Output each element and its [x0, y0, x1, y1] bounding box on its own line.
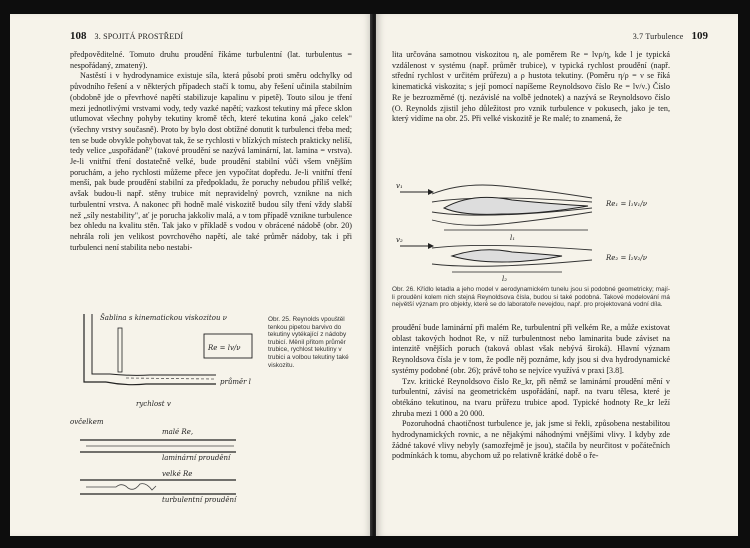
label-large-re: velké Re [162, 470, 193, 478]
right-body-text-top [392, 50, 670, 125]
right-header [633, 30, 708, 42]
label-speed: rychlost v [136, 400, 171, 408]
label-re2: Re₂ = l₂v₂/ν [606, 254, 647, 262]
figure-26-caption: Obr. 26. Křídlo letadla a jeho model v aerodynamickém tunelu jsou si podobné geometricky; mají-li proudění kolem nich stejná Reynoldsova čísla, budou si také podobná. Takové modelování má největší význam pro objekty, které se do laboratoře nevejdou, např. pro projektovaná vodní díla. [392, 286, 670, 309]
figure-26-sketch [392, 164, 692, 282]
label-diameter: průměr l [220, 378, 251, 386]
label-l2: l₂ [502, 275, 508, 282]
left-body-text [70, 50, 352, 253]
label-re1: Re₁ = l₁v₁/ν [606, 200, 647, 208]
figure-25-caption: Obr. 25. Reynolds vpouštěl tenkou pipetou barvivo do tekutiny vytékající z nádoby trubicí. Měnil přitom průměr trubice, rychlost tekutiny v trubici a volbou tekutiny také viskozitu. [268, 316, 349, 369]
label-small-re: malé Re, [162, 428, 194, 436]
label-outlet: ovčelkem [70, 418, 104, 426]
label-laminar: laminární proudění [162, 454, 231, 462]
page-number-right: 109 [691, 30, 708, 42]
label-v1: v₁ [396, 182, 403, 190]
paragraph: Tzv. kritické Reynoldsovo číslo Re_kr, při němž se laminární proudění mění v turbulentní, závisí na geometrickém uspořádání, např. na tvaru tělesa, které je obtékáno tekutinou, na tvaru průřezu trubice apod. Typické hodnoty Re_kr leží zhruba mezi 1 000 a 20 000. [392, 376, 670, 418]
label-turbulent: turbulentní proudění [162, 496, 237, 504]
formula-re: Re = lv/ν [208, 344, 241, 352]
left-header [70, 30, 183, 42]
label-v2: v₂ [396, 236, 403, 244]
paragraph: Nastěstí i v hydrodynamice existuje síla, která působí proti směru odchylky od původního řešení a v některých případech stačí k tomu, aby řešení učinila stabilním (obdobně jde o převrhové napětí stabilizuje kapalinu v pipetě). Touto silou je tření mezi jednotlivými vrstvami vody, tedy vazké napětí; vazkost tekutiny má přece sklon utlumovat všechny pohyby tekutiny kromě těch, které tekutina koná „jako celek" (všechny vrstvy současně). Proto by bylo dost obtížné donutit k turbulenci třeba med; ten se bude obvykle pohybovat tak, že se rychlosti v blízkých místech prakticky neliší, tedy velice „uspořádaně" (takové proudění se nazývá laminární, lat. lamina = vrstva). Je-li vnitřní tření dostatečně velké, bude proudění stabilní vůči všem vnějším poruchám, a jeho rychlosti můžeme přece jen vypočítat dopředu. Je-li vnitřní tření menší, pak bude proudění stabilní za předpokladu, že poruchy nebudou příliš velké; avšak budou-li např. stěny trubice mít nepravidelný povrch, vznikne na nich turbulentní vrstva. A nakonec při hodně malé viskozitě budou síly tření vždy slabší než „síly nestability", ať je porucha jakkoliv malá, a v tom případě vznikne turbulence bez ohledu na kvalitu stěn. Tak jako v příkladě s vodou v obrácené nádobě (obr. 20) nehrála roli jen velikost povrchového napětí, ale také průměr nádoby, tak i při turbulenci není stabilita nebo nestabi- [70, 71, 352, 252]
paragraph: proudění bude laminární při malém Re, turbulentní při velkém Re, a může existovat oblast takových hodnot Re, v níž turbulentnost nebo laminarita bude záviset na intenzitě vnějších poruch (taková oblast však nebývá široká). Hlavní význam Reynoldsova čísla je v tom, že podle něj poznáme, kdy jsou si dva hydrodynamické systémy podobné (obr. 26); právě toho se nejvíce využívá v praxi [3.8]. [392, 323, 670, 375]
page-number-left: 108 [70, 30, 87, 42]
right-body-text-bottom [392, 323, 670, 462]
running-head-left: 3. SPOJITÁ PROSTŘEDÍ [94, 32, 184, 41]
paragraph: předpověditelné. Tomuto druhu proudění říkáme turbulentní (lat. turbulentus = nespořádaný, zmatený). [70, 50, 352, 70]
running-head-right: 3.7 Turbulence [632, 32, 684, 41]
paragraph: Pozoruhodná chaotičnost turbulence je, jak jsme si řekli, způsobena nestabilitou hydrodynamických rovnic, a ne nějakými náhodnými vnějšími vlivy. I kdyby zde žádné takové vlivy nebyly (samozřejmě je jsou), stačila by neurčitost v počátečních podmínkách k tomu, abychom už po relativně krátké době o ře- [392, 419, 670, 461]
left-page [10, 14, 372, 536]
figure-25-sketch [66, 312, 266, 522]
label-l1: l₁ [510, 234, 516, 242]
paragraph: lita určována samotnou viskozitou η, ale poměrem Re = lvρ/η, kde l je typická vzdálenost v systému (např. průměr trubice), v typická rychlost proudění (např. střední rychlost v určitém průřezu) a ρ hustota tekutiny. (Poměru η/ρ = ν se říká kinematická viskozita; s její pomocí napíšeme Reynoldsovo číslo Re = lv/ν.) Číslo Re je bezrozměrné (tj. nezávislé na volbě jednotek) a nazývá se Reynoldsovo číslo (O. Reynolds zjistil jeho důležitost pro vznik turbulence v pokusech, jako je ten, který vidíme na obr. 25. Při velké viskozitě je Re malé; to znamená, že [392, 50, 670, 124]
label-tank: Šablina s kinematickou viskozitou ν [100, 314, 227, 322]
right-page [376, 14, 738, 536]
